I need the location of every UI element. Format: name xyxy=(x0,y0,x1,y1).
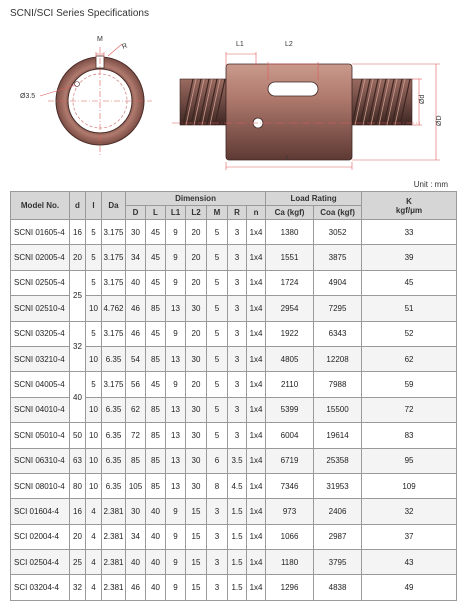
cell-k: 83 xyxy=(362,423,457,448)
cell-dim-m: 5 xyxy=(207,296,228,321)
col-dim-r: R xyxy=(228,206,247,220)
cell-model: SCNI 03210-4 xyxy=(11,346,70,371)
cell-dim-n: 1x4 xyxy=(247,321,266,346)
cell-coa: 15500 xyxy=(314,397,362,422)
cell-coa: 7295 xyxy=(314,296,362,321)
cell-dim-l: 45 xyxy=(146,245,166,270)
cell-model: SCNI 04010-4 xyxy=(11,397,70,422)
cell-ca: 1380 xyxy=(266,220,314,245)
cell-da: 2.381 xyxy=(102,575,126,600)
cell-ca: 6004 xyxy=(266,423,314,448)
cell-ca: 4805 xyxy=(266,346,314,371)
cell-dim-l2: 30 xyxy=(186,346,207,371)
cell-k: 72 xyxy=(362,397,457,422)
cell-model: SCNI 02005-4 xyxy=(11,245,70,270)
col-ca: Ca (kgf) xyxy=(266,206,314,220)
cell-dim-l1: 9 xyxy=(166,270,186,295)
cell-dim-l1: 9 xyxy=(166,245,186,270)
cell-ca: 1724 xyxy=(266,270,314,295)
cell-dim-n: 1x4 xyxy=(247,372,266,397)
col-dim-l2: L2 xyxy=(186,206,207,220)
cell-da: 6.35 xyxy=(102,423,126,448)
col-da: Da xyxy=(102,192,126,220)
cell-da: 2.381 xyxy=(102,550,126,575)
cell-dim-l2: 20 xyxy=(186,321,207,346)
cell-model: SCNI 05010-4 xyxy=(11,423,70,448)
cell-k: 59 xyxy=(362,372,457,397)
cell-dim-l: 40 xyxy=(146,575,166,600)
cell-model: SCI 03204-4 xyxy=(11,575,70,600)
table-row xyxy=(11,499,457,524)
cell-d: 50 xyxy=(70,423,86,448)
cell-ca: 973 xyxy=(266,499,314,524)
cell-dim-l1: 13 xyxy=(166,296,186,321)
cell-i: 10 xyxy=(86,296,102,321)
cell-i: 10 xyxy=(86,448,102,473)
cell-k: 109 xyxy=(362,473,457,498)
cell-dim-m: 8 xyxy=(207,473,228,498)
cell-da: 3.175 xyxy=(102,321,126,346)
cell-da: 6.35 xyxy=(102,473,126,498)
cell-dim-m: 3 xyxy=(207,575,228,600)
cell-i: 10 xyxy=(86,473,102,498)
cell-dim-r: 3 xyxy=(228,397,247,422)
cell-dim-l: 40 xyxy=(146,499,166,524)
cell-dim-l1: 9 xyxy=(166,321,186,346)
table-row xyxy=(11,524,457,549)
table-row xyxy=(11,321,457,346)
cell-dim-l1: 13 xyxy=(166,473,186,498)
cell-d: 20 xyxy=(70,245,86,270)
cell-dim-n: 1x4 xyxy=(247,448,266,473)
cell-dim-l2: 20 xyxy=(186,372,207,397)
cell-dim-l2: 15 xyxy=(186,550,207,575)
col-dim-l1: L1 xyxy=(166,206,186,220)
cell-dim-l2: 20 xyxy=(186,270,207,295)
cell-dim-d: 46 xyxy=(126,321,146,346)
cell-dim-m: 5 xyxy=(207,397,228,422)
cell-dim-n: 1x4 xyxy=(247,499,266,524)
cell-i: 5 xyxy=(86,270,102,295)
cell-dim-r: 1.5 xyxy=(228,575,247,600)
cell-d: 25 xyxy=(70,270,86,321)
cell-k: 37 xyxy=(362,524,457,549)
cell-i: 5 xyxy=(86,372,102,397)
specifications-table xyxy=(10,191,457,601)
cell-ca: 1066 xyxy=(266,524,314,549)
cell-coa: 3875 xyxy=(314,245,362,270)
table-row xyxy=(11,575,457,600)
cell-d: 40 xyxy=(70,372,86,423)
cell-dim-m: 5 xyxy=(207,270,228,295)
cell-ca: 2110 xyxy=(266,372,314,397)
cell-dim-l: 40 xyxy=(146,524,166,549)
cell-dim-r: 3 xyxy=(228,346,247,371)
cell-dim-m: 3 xyxy=(207,524,228,549)
cell-k: 95 xyxy=(362,448,457,473)
cell-dim-r: 3 xyxy=(228,372,247,397)
col-k xyxy=(362,192,457,220)
cell-coa: 4838 xyxy=(314,575,362,600)
cell-k: 32 xyxy=(362,499,457,524)
header-row-1 xyxy=(11,192,457,206)
cell-model: SCNI 06310-4 xyxy=(11,448,70,473)
cell-dim-n: 1x4 xyxy=(247,423,266,448)
cell-dim-m: 5 xyxy=(207,220,228,245)
cell-dim-l: 85 xyxy=(146,296,166,321)
cell-k: 43 xyxy=(362,550,457,575)
cell-dim-l1: 9 xyxy=(166,372,186,397)
cell-dim-l2: 30 xyxy=(186,473,207,498)
cell-coa: 6343 xyxy=(314,321,362,346)
cell-i: 10 xyxy=(86,423,102,448)
cell-dim-d: 34 xyxy=(126,245,146,270)
cell-dim-m: 6 xyxy=(207,448,228,473)
cell-dim-d: 85 xyxy=(126,448,146,473)
cell-i: 10 xyxy=(86,397,102,422)
table-row xyxy=(11,245,457,270)
cell-dim-d: 105 xyxy=(126,473,146,498)
cell-dim-l1: 9 xyxy=(166,550,186,575)
cell-dim-l2: 30 xyxy=(186,296,207,321)
cell-i: 4 xyxy=(86,499,102,524)
cell-k: 33 xyxy=(362,220,457,245)
cell-dim-l1: 13 xyxy=(166,448,186,473)
cell-da: 3.175 xyxy=(102,220,126,245)
cell-ca: 1180 xyxy=(266,550,314,575)
cell-dim-r: 3.5 xyxy=(228,448,247,473)
cell-dim-d: 46 xyxy=(126,575,146,600)
cell-dim-l: 45 xyxy=(146,270,166,295)
cell-dim-r: 1.5 xyxy=(228,499,247,524)
r-dimension-label: R xyxy=(121,42,129,51)
cell-d: 32 xyxy=(70,575,86,600)
cell-coa: 4904 xyxy=(314,270,362,295)
cell-dim-l1: 9 xyxy=(166,220,186,245)
col-d: d xyxy=(70,192,86,220)
col-k-unit: kgf/μm xyxy=(395,205,423,215)
cell-model: SCNI 01605-4 xyxy=(11,220,70,245)
cell-dim-d: 40 xyxy=(126,550,146,575)
cell-coa: 19614 xyxy=(314,423,362,448)
side-view xyxy=(172,41,443,170)
col-dimension-group: Dimension xyxy=(126,192,266,206)
cell-dim-d: 56 xyxy=(126,372,146,397)
cell-dim-d: 34 xyxy=(126,524,146,549)
cell-dim-l: 45 xyxy=(146,220,166,245)
end-view xyxy=(20,36,152,155)
cell-da: 6.35 xyxy=(102,448,126,473)
col-i: I xyxy=(86,192,102,220)
table-row xyxy=(11,550,457,575)
cell-i: 4 xyxy=(86,524,102,549)
cell-dim-l: 85 xyxy=(146,346,166,371)
d-dimension-label: Ød xyxy=(419,94,426,104)
cell-ca: 2954 xyxy=(266,296,314,321)
cell-dim-l: 85 xyxy=(146,397,166,422)
cell-dim-l2: 30 xyxy=(186,423,207,448)
cell-dim-d: 30 xyxy=(126,220,146,245)
cell-dim-d: 46 xyxy=(126,296,146,321)
col-dim-n: n xyxy=(247,206,266,220)
cell-i: 4 xyxy=(86,550,102,575)
cell-dim-n: 1x4 xyxy=(247,245,266,270)
cell-dim-l1: 13 xyxy=(166,346,186,371)
cell-coa: 31953 xyxy=(314,473,362,498)
unit-note: Unit : mm xyxy=(413,180,448,189)
cell-dim-m: 5 xyxy=(207,321,228,346)
cell-ca: 1922 xyxy=(266,321,314,346)
table-row xyxy=(11,270,457,295)
cell-k: 39 xyxy=(362,245,457,270)
cell-model: SCNI 02505-4 xyxy=(11,270,70,295)
table-row xyxy=(11,220,457,245)
cell-d: 16 xyxy=(70,220,86,245)
cell-dim-d: 62 xyxy=(126,397,146,422)
cell-dim-d: 72 xyxy=(126,423,146,448)
cell-dim-m: 5 xyxy=(207,423,228,448)
cell-dim-l1: 13 xyxy=(166,397,186,422)
cell-dim-n: 1x4 xyxy=(247,296,266,321)
cell-dim-n: 1x4 xyxy=(247,397,266,422)
cell-ca: 5399 xyxy=(266,397,314,422)
col-dim-d: D xyxy=(126,206,146,220)
cell-coa: 3052 xyxy=(314,220,362,245)
cell-dim-r: 1.5 xyxy=(228,550,247,575)
table-row xyxy=(11,448,457,473)
cell-dim-m: 3 xyxy=(207,550,228,575)
cell-model: SCNI 08010-4 xyxy=(11,473,70,498)
col-coa: Coa (kgf) xyxy=(314,206,362,220)
cell-k: 52 xyxy=(362,321,457,346)
cell-da: 3.175 xyxy=(102,270,126,295)
cell-k: 45 xyxy=(362,270,457,295)
cell-dim-m: 5 xyxy=(207,372,228,397)
cell-coa: 3795 xyxy=(314,550,362,575)
cell-dim-d: 40 xyxy=(126,270,146,295)
cell-dim-l1: 9 xyxy=(166,499,186,524)
cell-dim-m: 5 xyxy=(207,245,228,270)
cell-coa: 7988 xyxy=(314,372,362,397)
cell-coa: 25358 xyxy=(314,448,362,473)
cell-model: SCI 01604-4 xyxy=(11,499,70,524)
cell-dim-n: 1x4 xyxy=(247,270,266,295)
cell-dim-r: 3 xyxy=(228,220,247,245)
cell-d: 32 xyxy=(70,321,86,372)
cell-dim-m: 5 xyxy=(207,346,228,371)
l2-dimension-label: L2 xyxy=(285,41,293,48)
cell-dim-r: 1.5 xyxy=(228,524,247,549)
cell-da: 3.175 xyxy=(102,372,126,397)
cell-dim-m: 3 xyxy=(207,499,228,524)
table-row xyxy=(11,473,457,498)
l-dimension-label: L xyxy=(286,155,290,162)
cell-da: 3.175 xyxy=(102,245,126,270)
cell-dim-n: 1x4 xyxy=(247,524,266,549)
cell-d: 20 xyxy=(70,524,86,549)
cell-dim-l: 85 xyxy=(146,423,166,448)
cell-dim-l2: 20 xyxy=(186,220,207,245)
cell-coa: 2987 xyxy=(314,524,362,549)
cell-dim-l1: 9 xyxy=(166,524,186,549)
cell-d: 63 xyxy=(70,448,86,473)
cell-da: 4.762 xyxy=(102,296,126,321)
cell-i: 5 xyxy=(86,321,102,346)
cell-dim-n: 1x4 xyxy=(247,550,266,575)
col-dim-m: M xyxy=(207,206,228,220)
cell-i: 5 xyxy=(86,245,102,270)
cell-i: 10 xyxy=(86,346,102,371)
cell-dim-l2: 30 xyxy=(186,448,207,473)
cell-dim-r: 4.5 xyxy=(228,473,247,498)
big-d-dimension-label: ØD xyxy=(436,115,443,126)
cell-model: SCI 02504-4 xyxy=(11,550,70,575)
cell-d: 16 xyxy=(70,499,86,524)
col-model: Model No. xyxy=(11,192,70,220)
col-dim-l: L xyxy=(146,206,166,220)
cell-dim-l1: 13 xyxy=(166,423,186,448)
cell-dim-n: 1x4 xyxy=(247,346,266,371)
col-load-rating-group: Load Rating xyxy=(266,192,362,206)
cell-dim-l2: 20 xyxy=(186,245,207,270)
cell-dim-l: 85 xyxy=(146,473,166,498)
cell-model: SCI 02004-4 xyxy=(11,524,70,549)
cell-i: 4 xyxy=(86,575,102,600)
cell-i: 5 xyxy=(86,220,102,245)
cell-dim-d: 30 xyxy=(126,499,146,524)
cell-dim-l: 40 xyxy=(146,550,166,575)
hole-diameter-label: Ø3.5 xyxy=(20,93,36,100)
cell-dim-n: 1x4 xyxy=(247,220,266,245)
cell-da: 6.35 xyxy=(102,397,126,422)
cell-model: SCNI 04005-4 xyxy=(11,372,70,397)
cell-ca: 7346 xyxy=(266,473,314,498)
cell-dim-r: 3 xyxy=(228,321,247,346)
ball-nut-drawing xyxy=(0,22,460,182)
cell-dim-l: 85 xyxy=(146,448,166,473)
cell-dim-l: 45 xyxy=(146,321,166,346)
table-row xyxy=(11,423,457,448)
page-title: SCNI/SCI Series Specifications xyxy=(10,8,149,19)
cell-coa: 12208 xyxy=(314,346,362,371)
cell-dim-r: 3 xyxy=(228,423,247,448)
cell-dim-l1: 9 xyxy=(166,575,186,600)
cell-da: 6.35 xyxy=(102,346,126,371)
cell-dim-r: 3 xyxy=(228,296,247,321)
table-row xyxy=(11,372,457,397)
cell-dim-l2: 15 xyxy=(186,524,207,549)
cell-ca: 1296 xyxy=(266,575,314,600)
cell-dim-l2: 15 xyxy=(186,575,207,600)
cell-dim-l2: 30 xyxy=(186,397,207,422)
cell-coa: 2406 xyxy=(314,499,362,524)
cell-k: 62 xyxy=(362,346,457,371)
cell-dim-r: 3 xyxy=(228,270,247,295)
cell-d: 25 xyxy=(70,550,86,575)
cell-k: 49 xyxy=(362,575,457,600)
cell-dim-n: 1x4 xyxy=(247,473,266,498)
cell-ca: 1551 xyxy=(266,245,314,270)
cell-dim-d: 54 xyxy=(126,346,146,371)
l1-dimension-label: L1 xyxy=(236,41,244,48)
cell-ca: 6719 xyxy=(266,448,314,473)
cell-da: 2.381 xyxy=(102,524,126,549)
cell-dim-l2: 15 xyxy=(186,499,207,524)
cell-dim-n: 1x4 xyxy=(247,575,266,600)
cell-model: SCNI 03205-4 xyxy=(11,321,70,346)
cell-da: 2.381 xyxy=(102,499,126,524)
col-k-label: K xyxy=(406,196,412,206)
cell-dim-r: 3 xyxy=(228,245,247,270)
cell-d: 80 xyxy=(70,473,86,498)
m-dimension-label: M xyxy=(97,36,103,43)
cell-model: SCNI 02510-4 xyxy=(11,296,70,321)
cell-dim-l: 45 xyxy=(146,372,166,397)
cell-k: 51 xyxy=(362,296,457,321)
